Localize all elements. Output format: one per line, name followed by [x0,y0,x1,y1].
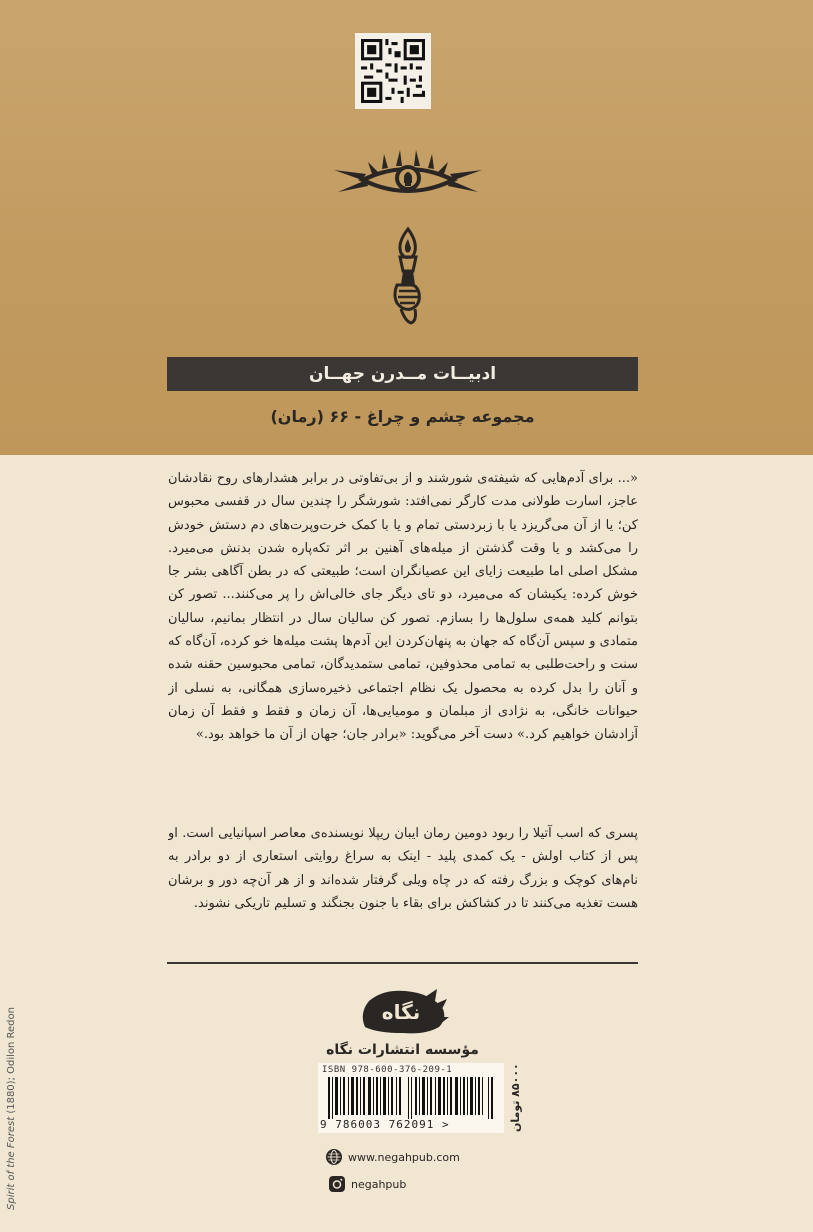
price-text: ۸۵۰۰۰ تومان [509,1063,522,1132]
series-subtitle: مجموعه چشم و چراغ - ۶۶ (رمان) [270,407,535,426]
publisher-logo [355,983,451,1043]
quote-line: ستمدیدگان، تمامی محبوسین حقنه شده و آنان را بدل کرده به محصول یک [168,657,638,696]
summary-line: بجنگند و تسلیم تاریکی نشوند. [193,895,355,911]
divider-rule [167,962,638,964]
top-band [0,0,813,455]
summary-line: است. او پس از کتاب اولش - یک کمدی پلید - اینک به سراغ روایتی استعاری [168,826,638,865]
quote-line: «... برای آدم‌هایی که شیفته‌ی شورشند و از بی‌تفاوتی در برابر هشدارهای [242,471,638,486]
quote-line: همه‌ی سلول‌ها را بسازم. تصور کن سالیان سال در انتظار بمانیم، سالیان [168,610,575,626]
quote-line: روح نقادشان عاجز، اسارت طولانی مدت کارگر نمی‌افتد: شورشگر را چندین [168,471,638,510]
artwork-credit-rest: (1880); Odilon Redon [6,1007,17,1117]
instagram-icon [329,1176,345,1192]
book-summary [168,822,638,962]
quote-line: خرت‌وپرت‌های دم دستش خودش را می‌کشد و یا وقت گذشتن از میله‌های [168,517,638,556]
website-url: www.negahpub.com [348,1150,460,1164]
quote-line: نظام اجتماعی ذخیره‌سازی همگانی، به نسلی از حیوانات خانگی، به نژادی [168,680,638,719]
quote-line: عصیانگران است؛ طبیعتی که در بطن آگاهی بشر جا خوش کرده: یکیشان که [168,564,638,603]
summary-line: پسری که اسب آتیلا را ربود دومین رمان ایبان ریپلا نویسنده‌ی معاصر اسپانیایی [218,826,638,841]
price-label [507,1063,527,1136]
summary-line: از دو برادر به نام‌های کوچک و بزرگ رفته که در چاه ویلی گرفتار شده‌اند و از هر [168,849,638,888]
hand-torch-icon [383,225,433,334]
quote-line: خو کرده، آن‌گاه که سنت و راحت‌طلبی به تمامی محذوفین، تمامی [168,634,638,673]
instagram-link[interactable] [329,1175,406,1193]
series-title-bar: ادبیــات مــدرن جهــان [167,357,638,391]
quote-line: دست آخر می‌گوید: «برادر جان؛ جهان از آن ما خواهد بود.» [195,727,513,743]
quote-line: سال در قفسی محبوس کن؛ یا از آن می‌گریزد یا با زبردستی تمام و یا با کمک [168,494,638,533]
isbn-barcode [318,1063,504,1133]
quote-line: می‌میرد، دو تای دیگر جای خالی‌اش را پر می‌کنند... تصور کن بتوانم کلید [168,587,638,626]
summary-line: آن‌چه دور و برشان هست تغذیه می‌کنند تا در کشاکش برای بقاء با جنون [168,872,638,911]
eye-illustration-icon [328,150,488,216]
quote-line: متمادی و سپس آن‌گاه که جهان به پنهان‌کردن این آدم‌ها پشت میله‌ها [272,634,638,650]
qr-code-icon [355,33,431,109]
logo-wordmark: نگاه [381,1000,421,1024]
artwork-title: Spirit of the Forest [6,1116,17,1210]
excerpt-quote [168,467,638,797]
instagram-handle: negahpub [351,1177,407,1191]
quote-line: آهنین بر اثر تکه‌پاره شدن بدنش می‌میرد. مشکل اصلی اما طبیعت زایای این [168,540,638,580]
barcode-bars [322,1077,500,1119]
barcode-digits: 9 786003 762091 > [320,1118,450,1131]
globe-icon [326,1149,342,1165]
quote-line: از مبلمان و مومیایی‌ها، آن زمان و فقط و فقط آن زمان آزادشان خواهیم کرد.» [168,703,638,743]
website-link[interactable] [326,1148,460,1166]
publisher-name: مؤسسه انتشارات نگاه [326,1042,479,1058]
back-cover-text [168,467,638,962]
cover-art-credit [6,960,17,1210]
isbn-number: ISBN 978-600-376-209-1 [322,1065,453,1075]
